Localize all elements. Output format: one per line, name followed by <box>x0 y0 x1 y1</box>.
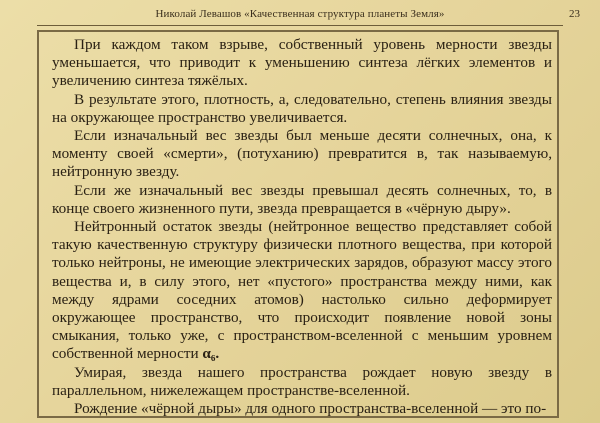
dimensionality-symbol: α₆ <box>202 345 216 363</box>
paragraph: В результате этого, плотность, а, следовательно, степень влияния звезды на окружающее пространство увеличивается. <box>52 90 552 126</box>
paragraph-text: Нейтронный остаток звезды (нейтронное вещество представляет собой такую качественную структуру физически плотного вещества, при которой только нейтроны, не имеющие электрических зарядов, образуют массу этого вещества и, в силу этого, нет «пустого» пространства между ними, как между ядрами соседних атомов) настолько сильно деформирует окружающее пространство, что происходит появление новой зоны смыкания, только уже, с пространством-вселенной с меньшим уровнем собственной мерности <box>52 218 552 363</box>
paragraph: При каждом таком взрыве, собственный уровень мерности звезды уменьшается, что приводит к уменьшению синтеза лёгких элементов и увеличению синтеза тяжёлых. <box>52 36 552 90</box>
paragraph <box>52 218 552 364</box>
running-title: Николай Левашов «Качественная структура планеты Земля» <box>155 8 445 20</box>
paragraph: Рождение «чёрной дыры» для одного пространства-вселенной — это по- <box>74 400 547 418</box>
paragraph: Умирая, звезда нашего пространства рождает новую звезду в параллельном, нижележащем пространстве-вселенной. <box>52 363 552 399</box>
body-text <box>52 36 552 418</box>
paragraph: Если изначальный вес звезды был меньше десяти солнечных, она, к моменту своей «смерти», (потуханию) превратится в, так называемую, нейтронную звезду. <box>52 127 552 181</box>
page-header <box>40 6 580 24</box>
header-rule <box>37 25 563 26</box>
paragraph: Если же изначальный вес звезды превышал десять солнечных, то, в конце своего жизненного пути, звезда превращается в «чёрную дыру». <box>52 181 552 217</box>
page-number: 23 <box>569 8 580 20</box>
sentence-end: . <box>215 345 220 363</box>
